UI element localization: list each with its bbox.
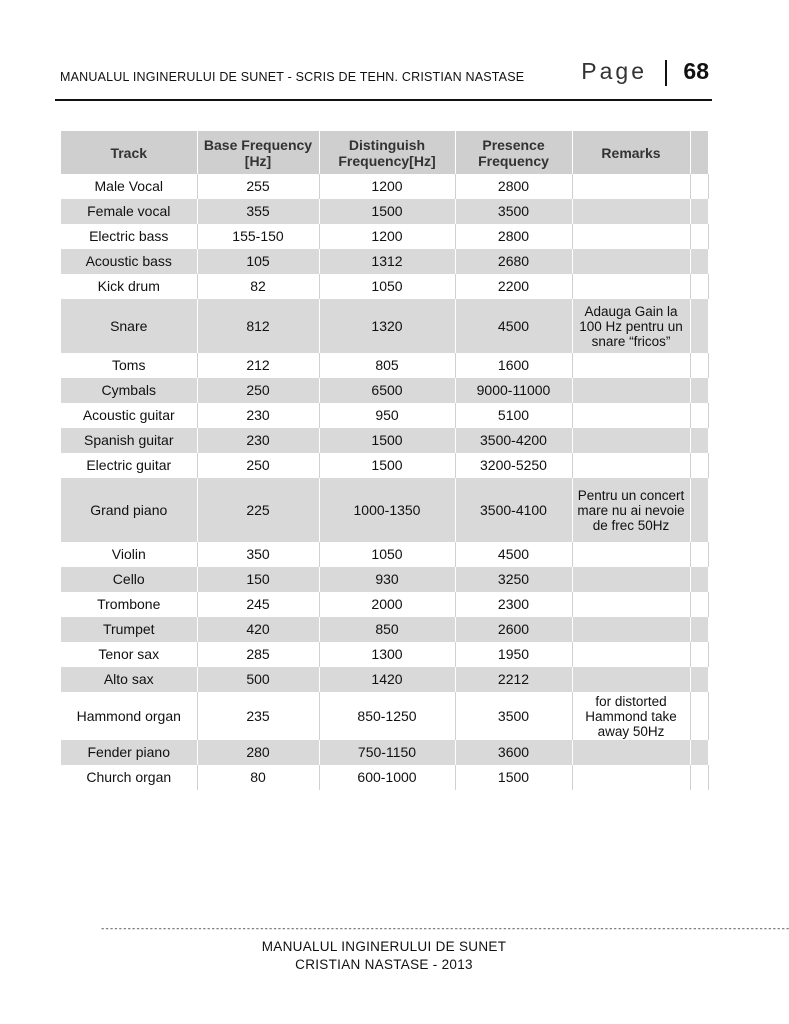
- cell-track: Grand piano: [61, 478, 197, 542]
- cell-edge: [690, 765, 708, 790]
- table-row: [61, 274, 708, 299]
- cell-track: Acoustic guitar: [61, 403, 197, 428]
- cell-distinguish-frequency: 850-1250: [319, 692, 455, 740]
- cell-edge: [690, 692, 708, 740]
- cell-edge: [690, 353, 708, 378]
- cell-remarks: [572, 199, 690, 224]
- cell-base-frequency: 150: [197, 567, 319, 592]
- cell-presence-frequency: 3250: [455, 567, 572, 592]
- cell-distinguish-frequency: 1050: [319, 274, 455, 299]
- header-title: MANUALUL INGINERULUI DE SUNET - SCRIS DE TEHN. CRISTIAN NASTASE: [60, 70, 525, 84]
- table-row: [61, 592, 708, 617]
- cell-edge: [690, 274, 708, 299]
- cell-remarks: for distorted Hammond take away 50Hz: [572, 692, 690, 740]
- page-number: 68: [683, 58, 709, 84]
- column-header-remarks: Remarks: [572, 131, 690, 174]
- cell-base-frequency: 812: [197, 299, 319, 353]
- cell-edge: [690, 403, 708, 428]
- cell-presence-frequency: 9000-11000: [455, 378, 572, 403]
- cell-distinguish-frequency: 1300: [319, 642, 455, 667]
- cell-presence-frequency: 2200: [455, 274, 572, 299]
- cell-edge: [690, 617, 708, 642]
- cell-distinguish-frequency: 2000: [319, 592, 455, 617]
- cell-remarks: Pentru un concert mare nu ai nevoie de frec 50Hz: [572, 478, 690, 542]
- page-separator: [665, 60, 667, 86]
- cell-track: Hammond organ: [61, 692, 197, 740]
- table-row: [61, 174, 708, 199]
- cell-track: Female vocal: [61, 199, 197, 224]
- cell-edge: [690, 478, 708, 542]
- header-rule: [55, 99, 712, 101]
- table-row: [61, 224, 708, 249]
- table-row: [61, 249, 708, 274]
- cell-edge: [690, 249, 708, 274]
- table-row: [61, 617, 708, 642]
- cell-edge: [690, 174, 708, 199]
- cell-base-frequency: 250: [197, 378, 319, 403]
- footer-line-2: CRISTIAN NASTASE - 2013: [295, 957, 473, 972]
- table-row: [61, 199, 708, 224]
- cell-presence-frequency: 4500: [455, 542, 572, 567]
- cell-distinguish-frequency: 930: [319, 567, 455, 592]
- cell-base-frequency: 230: [197, 403, 319, 428]
- cell-edge: [690, 642, 708, 667]
- footer-divider: ------------------------------------------------------------------------------------------------------------------------------------------------------------: [100, 924, 789, 934]
- cell-base-frequency: 420: [197, 617, 319, 642]
- cell-presence-frequency: 1500: [455, 765, 572, 790]
- cell-presence-frequency: 1600: [455, 353, 572, 378]
- cell-edge: [690, 592, 708, 617]
- cell-base-frequency: 212: [197, 353, 319, 378]
- cell-presence-frequency: 2800: [455, 224, 572, 249]
- cell-track: Acoustic bass: [61, 249, 197, 274]
- column-header-base: Base Frequency [Hz]: [197, 131, 319, 174]
- cell-presence-frequency: 2600: [455, 617, 572, 642]
- cell-edge: [690, 567, 708, 592]
- cell-base-frequency: 235: [197, 692, 319, 740]
- cell-distinguish-frequency: 1200: [319, 224, 455, 249]
- cell-track: Cymbals: [61, 378, 197, 403]
- cell-distinguish-frequency: 1000-1350: [319, 478, 455, 542]
- table-row: [61, 765, 708, 790]
- cell-presence-frequency: 1950: [455, 642, 572, 667]
- cell-track: Alto sax: [61, 667, 197, 692]
- column-header-distinguish: Distinguish Frequency[Hz]: [319, 131, 455, 174]
- cell-distinguish-frequency: 6500: [319, 378, 455, 403]
- cell-presence-frequency: 3500: [455, 199, 572, 224]
- cell-remarks: [572, 353, 690, 378]
- cell-presence-frequency: 2212: [455, 667, 572, 692]
- cell-remarks: [572, 274, 690, 299]
- table-body: [61, 174, 708, 790]
- cell-base-frequency: 105: [197, 249, 319, 274]
- table-row: [61, 542, 708, 567]
- cell-base-frequency: 245: [197, 592, 319, 617]
- frequency-table-container: [61, 131, 708, 790]
- cell-presence-frequency: 2680: [455, 249, 572, 274]
- cell-edge: [690, 378, 708, 403]
- cell-remarks: [572, 453, 690, 478]
- cell-base-frequency: 225: [197, 478, 319, 542]
- cell-remarks: [572, 224, 690, 249]
- cell-remarks: [572, 592, 690, 617]
- cell-remarks: [572, 249, 690, 274]
- cell-presence-frequency: 2300: [455, 592, 572, 617]
- cell-base-frequency: 350: [197, 542, 319, 567]
- cell-base-frequency: 82: [197, 274, 319, 299]
- column-header-edge: [690, 131, 708, 174]
- cell-track: Trumpet: [61, 617, 197, 642]
- cell-remarks: [572, 765, 690, 790]
- cell-track: Electric guitar: [61, 453, 197, 478]
- cell-remarks: [572, 667, 690, 692]
- table-row: [61, 353, 708, 378]
- cell-presence-frequency: 4500: [455, 299, 572, 353]
- page-header: [58, 54, 711, 94]
- cell-track: Male Vocal: [61, 174, 197, 199]
- cell-presence-frequency: 3200-5250: [455, 453, 572, 478]
- cell-presence-frequency: 3500-4100: [455, 478, 572, 542]
- cell-presence-frequency: 3500-4200: [455, 428, 572, 453]
- cell-track: Spanish guitar: [61, 428, 197, 453]
- cell-edge: [690, 299, 708, 353]
- cell-remarks: Adauga Gain la 100 Hz pentru un snare “fricos”: [572, 299, 690, 353]
- cell-distinguish-frequency: 1320: [319, 299, 455, 353]
- table-row: [61, 378, 708, 403]
- cell-edge: [690, 428, 708, 453]
- column-header-track: Track: [61, 131, 197, 174]
- table-row: [61, 478, 708, 542]
- cell-base-frequency: 230: [197, 428, 319, 453]
- cell-distinguish-frequency: 805: [319, 353, 455, 378]
- table-row: [61, 692, 708, 740]
- cell-remarks: [572, 617, 690, 642]
- table-row: [61, 428, 708, 453]
- table-row: [61, 740, 708, 765]
- cell-distinguish-frequency: 1420: [319, 667, 455, 692]
- cell-presence-frequency: 5100: [455, 403, 572, 428]
- cell-remarks: [572, 542, 690, 567]
- cell-distinguish-frequency: 1050: [319, 542, 455, 567]
- cell-track: Cello: [61, 567, 197, 592]
- cell-distinguish-frequency: 600-1000: [319, 765, 455, 790]
- cell-distinguish-frequency: 1200: [319, 174, 455, 199]
- cell-base-frequency: 255: [197, 174, 319, 199]
- table-row: [61, 642, 708, 667]
- cell-base-frequency: 155-150: [197, 224, 319, 249]
- cell-distinguish-frequency: 1500: [319, 453, 455, 478]
- cell-distinguish-frequency: 750-1150: [319, 740, 455, 765]
- cell-track: Toms: [61, 353, 197, 378]
- cell-track: Tenor sax: [61, 642, 197, 667]
- page-label: Page: [581, 58, 647, 84]
- cell-base-frequency: 250: [197, 453, 319, 478]
- cell-track: Trombone: [61, 592, 197, 617]
- cell-presence-frequency: 2800: [455, 174, 572, 199]
- cell-edge: [690, 542, 708, 567]
- cell-presence-frequency: 3600: [455, 740, 572, 765]
- frequency-table: [61, 131, 709, 790]
- cell-remarks: [572, 378, 690, 403]
- cell-edge: [690, 740, 708, 765]
- cell-distinguish-frequency: 1500: [319, 199, 455, 224]
- cell-remarks: [572, 428, 690, 453]
- column-header-presence: Presence Frequency: [455, 131, 572, 174]
- cell-edge: [690, 453, 708, 478]
- cell-remarks: [572, 567, 690, 592]
- cell-presence-frequency: 3500: [455, 692, 572, 740]
- cell-edge: [690, 224, 708, 249]
- footer-line-1: MANUALUL INGINERULUI DE SUNET: [261, 939, 507, 954]
- cell-track: Kick drum: [61, 274, 197, 299]
- cell-edge: [690, 667, 708, 692]
- table-row: [61, 667, 708, 692]
- cell-distinguish-frequency: 1500: [319, 428, 455, 453]
- cell-distinguish-frequency: 850: [319, 617, 455, 642]
- cell-edge: [690, 199, 708, 224]
- table-row: [61, 299, 708, 353]
- cell-distinguish-frequency: 950: [319, 403, 455, 428]
- cell-base-frequency: 285: [197, 642, 319, 667]
- table-row: [61, 567, 708, 592]
- cell-track: Electric bass: [61, 224, 197, 249]
- cell-base-frequency: 355: [197, 199, 319, 224]
- cell-track: Fender piano: [61, 740, 197, 765]
- cell-track: Violin: [61, 542, 197, 567]
- cell-track: Church organ: [61, 765, 197, 790]
- table-row: [61, 403, 708, 428]
- cell-track: Snare: [61, 299, 197, 353]
- table-header-row: [61, 131, 708, 174]
- cell-remarks: [572, 174, 690, 199]
- cell-remarks: [572, 403, 690, 428]
- cell-base-frequency: 80: [197, 765, 319, 790]
- table-row: [61, 453, 708, 478]
- cell-remarks: [572, 740, 690, 765]
- cell-base-frequency: 280: [197, 740, 319, 765]
- cell-distinguish-frequency: 1312: [319, 249, 455, 274]
- cell-remarks: [572, 642, 690, 667]
- cell-base-frequency: 500: [197, 667, 319, 692]
